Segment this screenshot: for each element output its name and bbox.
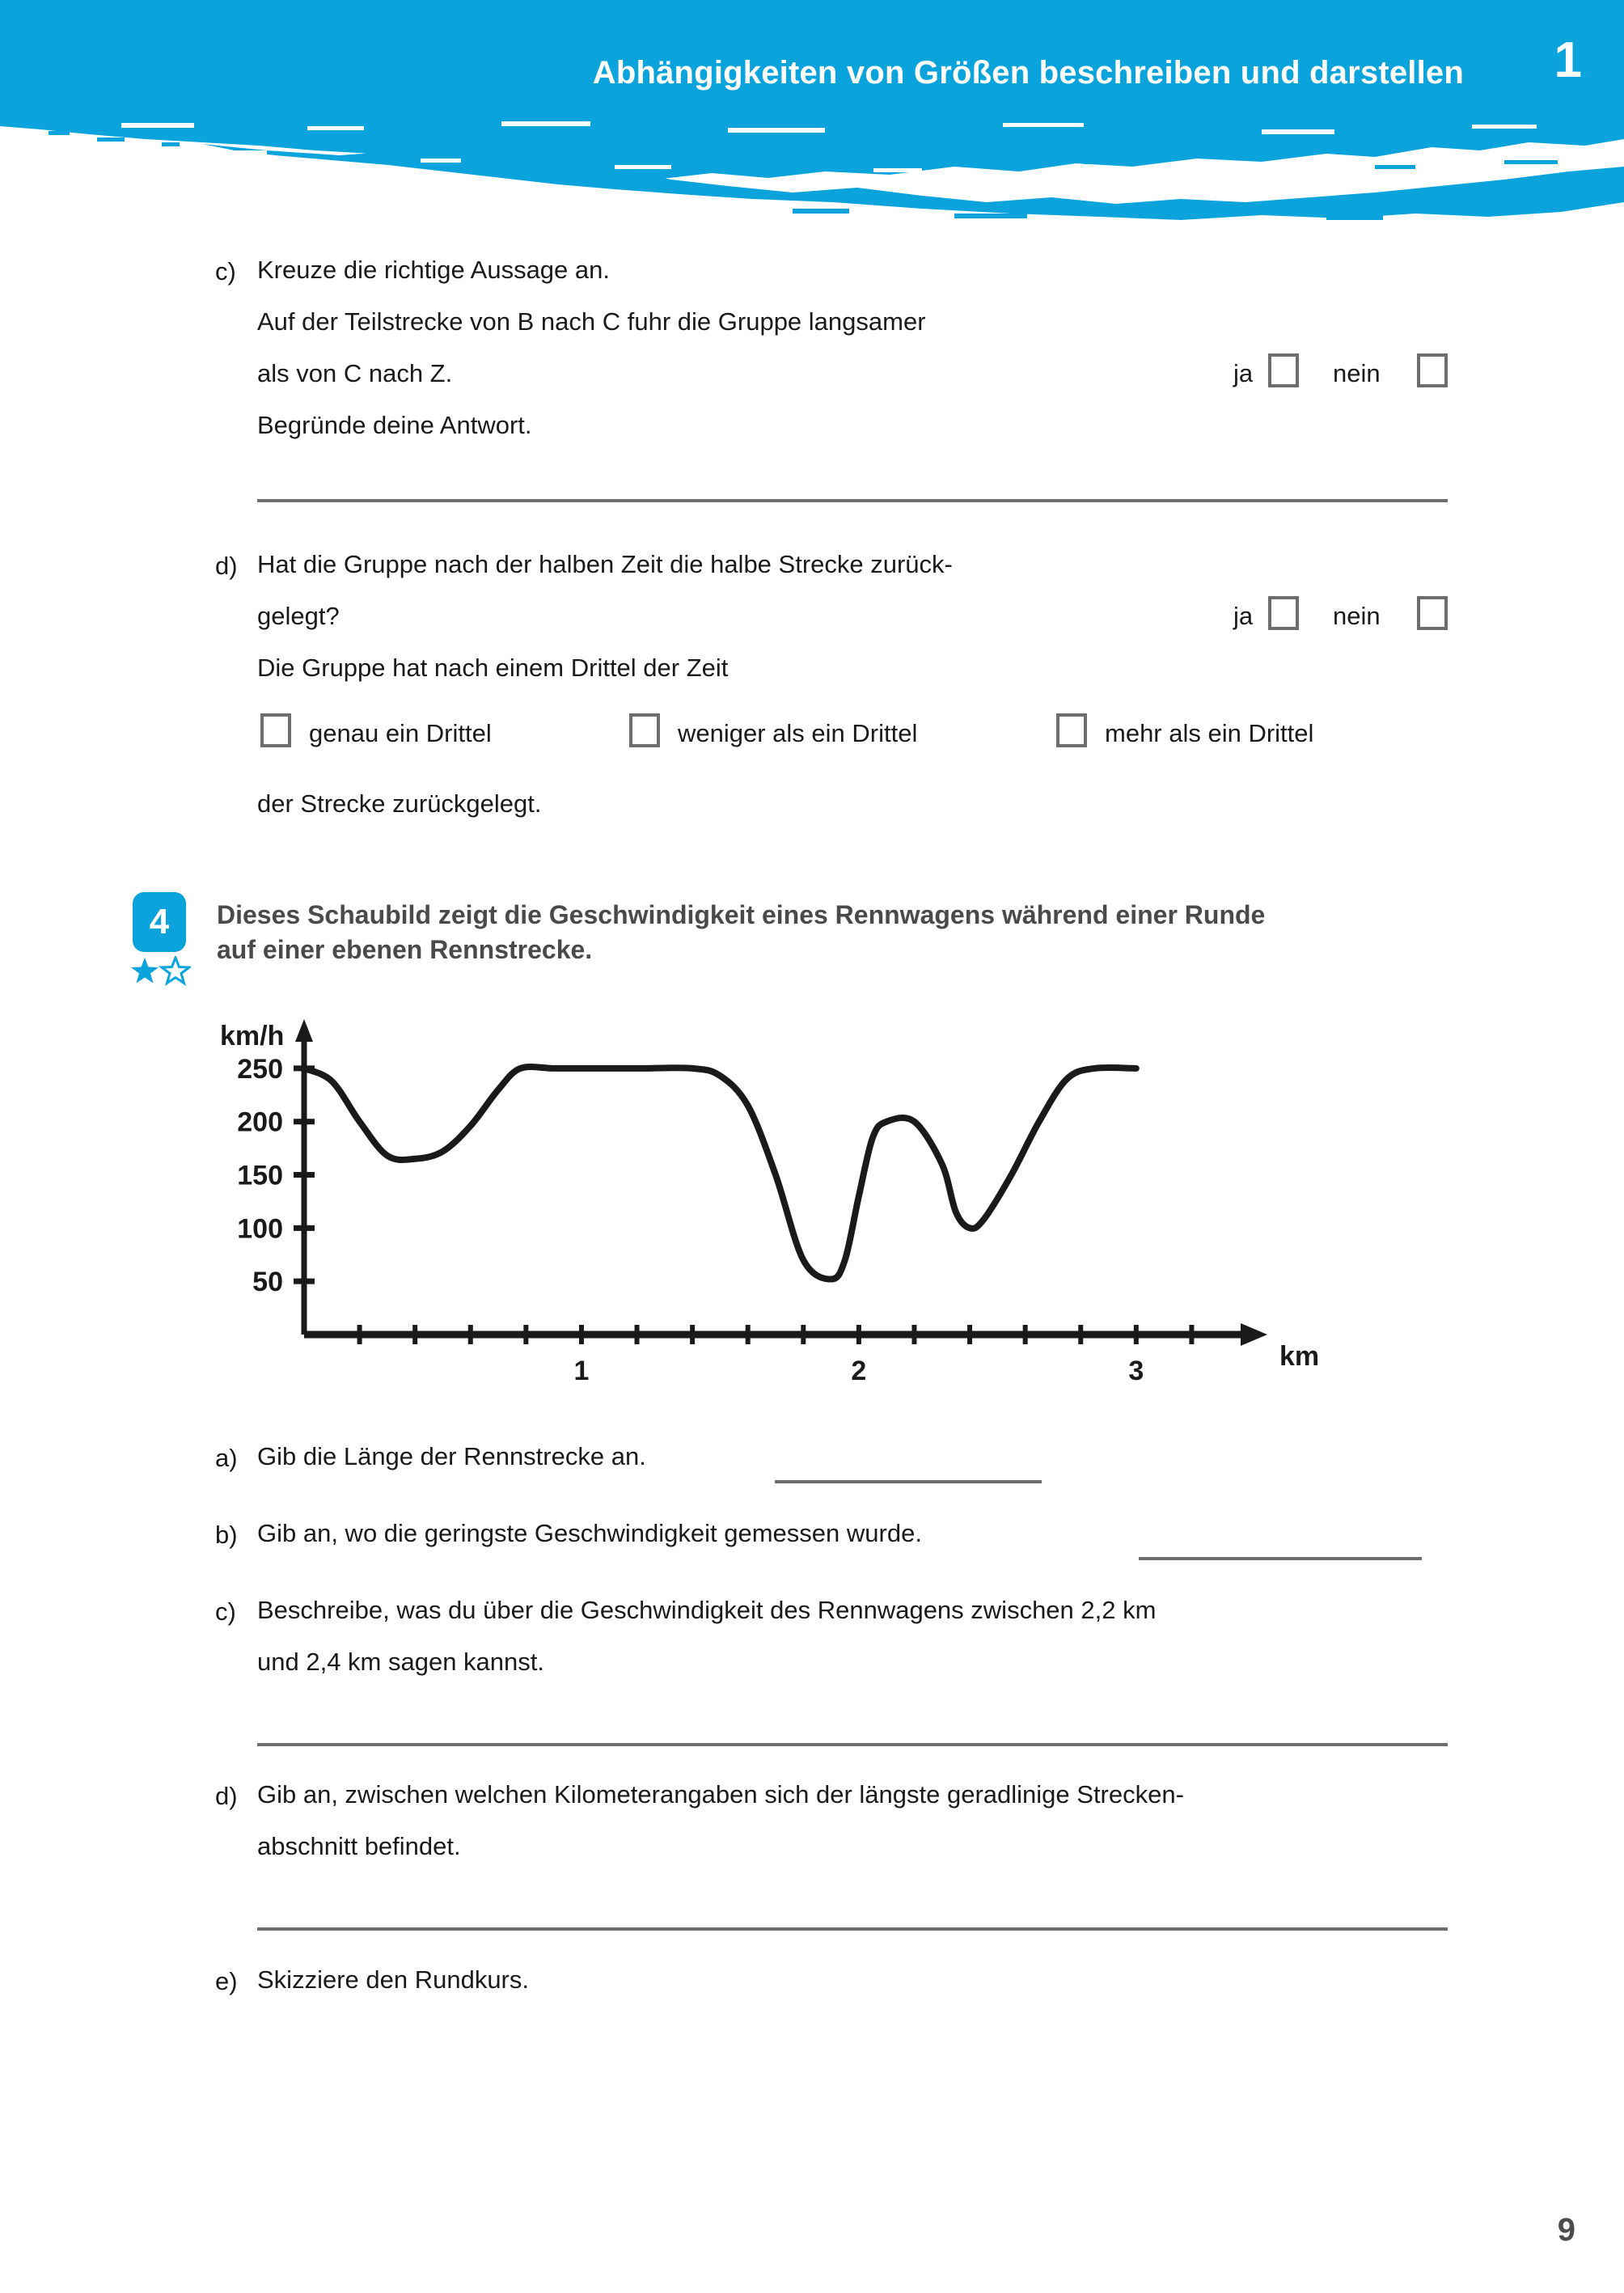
option-label-exactly-one-third: genau ein Drittel [309,719,492,747]
svg-text:1: 1 [573,1356,590,1386]
chart-speed-curve [304,1067,1136,1280]
question-4c-line1: Beschreibe, was du über die Geschwindigkeit des Rennwagens zwischen 2,2 km [257,1596,1157,1624]
svg-text:50: 50 [252,1267,283,1298]
question-4b-text: Gib an, wo die geringste Geschwindigkeit gemessen wurde. [257,1519,922,1547]
answer-line-4a[interactable] [775,1480,1042,1483]
question-3d-label: d) [215,552,238,580]
question-4d-label: d) [215,1782,238,1810]
svg-text:3: 3 [1128,1356,1144,1386]
chart-y-tick-labels [237,1054,283,1297]
question-4d-line2: abschnitt befindet. [257,1832,461,1860]
question-4a-text: Gib die Länge der Rennstrecke an. [257,1442,646,1470]
exercise-4-heading-line2: auf einer ebenen Rennstrecke. [217,935,593,965]
question-4c-line2: und 2,4 km sagen kannst. [257,1648,545,1676]
question-3d-yes-label: ja [1233,602,1254,630]
difficulty-stars-icon [129,956,191,988]
question-3c-line1: Kreuze die richtige Aussage an. [257,256,610,284]
svg-text:100: 100 [237,1213,283,1245]
question-4e-label: e) [215,1967,238,1995]
question-4e-text: Skizziere den Rundkurs. [257,1965,529,1994]
question-3c-line4: Begründe deine Antwort. [257,411,532,439]
chart-y-axis-arrow [295,1019,313,1042]
question-3c-line2: Auf der Teilstrecke von B nach C fuhr die Gruppe langsamer [257,307,926,336]
question-3d-line4: der Strecke zurückgelegt. [257,789,542,818]
question-3c-label: c) [215,257,236,286]
question-3d-line2: gelegt? [257,602,340,630]
speed-distance-chart [204,1003,1352,1391]
chart-y-axis-label: km/h [220,1021,285,1051]
page-number: 9 [1557,2212,1575,2248]
question-3c-no-label: nein [1333,359,1381,387]
answer-line-4b[interactable] [1139,1557,1422,1560]
chart-x-axis-arrow [1241,1323,1267,1346]
chart-svg [204,1003,1352,1391]
option-label-less-than-one-third: weniger als ein Drittel [678,719,918,747]
exercise-4-heading [217,898,1462,967]
answer-line-4c[interactable] [257,1743,1448,1746]
option-checkbox-less-than-one-third[interactable] [629,713,660,747]
question-3d-line3: Die Gruppe hat nach einem Drittel der Zeit [257,654,729,682]
page-title: Abhängigkeiten von Größen beschreiben und darstellen [592,55,1464,91]
question-4b-label: b) [215,1521,238,1549]
question-3d-yes-checkbox[interactable] [1268,596,1299,630]
svg-text:200: 200 [237,1106,283,1138]
chart-x-axis-label: km [1279,1341,1320,1372]
chapter-number: 1 [1554,32,1582,88]
question-4a-label: a) [215,1444,238,1472]
question-3d-line1: Hat die Gruppe nach der halben Zeit die halbe Strecke zurück- [257,550,953,578]
question-3d-no-checkbox[interactable] [1417,596,1448,630]
svg-text:150: 150 [237,1160,283,1191]
question-3d-no-label: nein [1333,602,1381,630]
answer-line-4d[interactable] [257,1927,1448,1931]
question-4c-label: c) [215,1597,236,1626]
option-checkbox-exactly-one-third[interactable] [260,713,291,747]
chart-x-tick-labels [573,1356,1144,1386]
option-checkbox-more-than-one-third[interactable] [1056,713,1087,747]
question-3c-yes-checkbox[interactable] [1268,353,1299,387]
option-label-more-than-one-third: mehr als ein Drittel [1105,719,1314,747]
question-3c-line3: als von C nach Z. [257,359,453,387]
question-4d-line1: Gib an, zwischen welchen Kilometerangaben sich der längste geradlinige Strecken- [257,1780,1184,1809]
question-3c-yes-label: ja [1233,359,1254,387]
answer-line-3c[interactable] [257,499,1448,502]
exercise-4-heading-line1: Dieses Schaubild zeigt die Geschwindigkeit eines Rennwagens während einer Runde [217,900,1266,929]
question-3c-no-checkbox[interactable] [1417,353,1448,387]
exercise-4-number-badge: 4 [133,892,186,952]
svg-text:2: 2 [851,1356,867,1386]
svg-text:250: 250 [237,1053,283,1085]
